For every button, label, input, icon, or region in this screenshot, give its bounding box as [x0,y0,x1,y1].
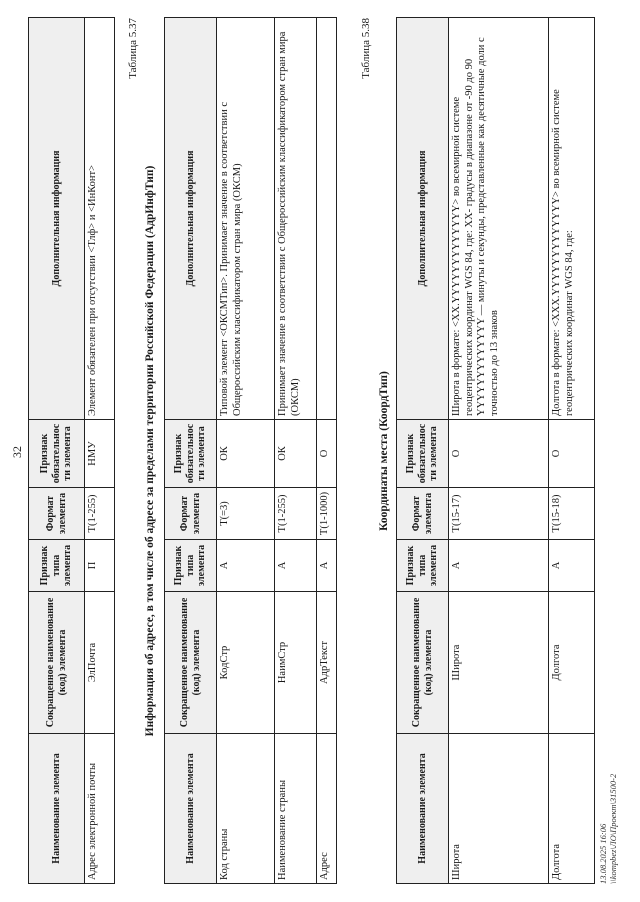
header-mandatory: Признак обязательности элемента [29,420,85,488]
cell-format: T(=3) [217,488,275,540]
cell-mandatory: О [317,420,337,488]
header-type: Признак типа элемента [165,540,217,592]
cell-type: А [217,540,275,592]
cell-type: А [317,540,337,592]
cell-mandatory: НМУ [85,420,115,488]
cell-name: Адрес электронной почты [85,734,115,884]
table-row [275,18,317,884]
cell-info: Типовой элемент <ОКСМТип>. Принимает значение в соответствии с Общероссийским классификатором стран мира (ОКСМ) [217,18,275,420]
cell-short: АдрТекст [317,592,337,734]
cell-short: НаимСтр [275,592,317,734]
cell-format: T(1-1000) [317,488,337,540]
header-format: Формат элемента [29,488,85,540]
header-info: Дополнительная информация [397,18,449,420]
table-title-address: Информация об адресе, в том числе об адресе за пределами территории Российской Федерации (АдрИнфТип) [144,165,156,737]
cell-mandatory: ОК [275,420,317,488]
stamp-date: 13.08.2025 16:06 [598,823,608,884]
page-number: 32 [10,446,24,458]
table-address [164,17,337,884]
cell-name: Код страны [217,734,275,884]
header-type: Признак типа элемента [29,540,85,592]
cell-type: А [449,540,549,592]
table-title-coordinates: Координаты места (КоордТип) [378,371,390,531]
cell-short: Долгота [549,592,595,734]
table-caption-538: Таблица 5.38 [360,18,372,79]
table-row [217,18,275,884]
cell-name: Наименование страны [275,734,317,884]
table-row [85,18,115,884]
table-email [28,17,115,884]
cell-format: T(1-255) [275,488,317,540]
header-name: Наименование элемента [397,734,449,884]
header-format: Формат элемента [397,488,449,540]
header-short: Сокращенное наименование (код) элемента [165,592,217,734]
cell-type: П [85,540,115,592]
cell-info [317,18,337,420]
cell-type: А [549,540,595,592]
stamp-path: \\kompbez\ЛО\Проект\31500-2 [608,773,618,884]
cell-mandatory: О [449,420,549,488]
header-mandatory: Признак обязательности элемента [165,420,217,488]
cell-format: T(1-255) [85,488,115,540]
cell-name: Широта [449,734,549,884]
header-info: Дополнительная информация [165,18,217,420]
cell-mandatory: О [549,420,595,488]
header-info: Дополнительная информация [29,18,85,420]
table-coordinates [396,17,595,884]
cell-short: Широта [449,592,549,734]
header-name: Наименование элемента [165,734,217,884]
header-mandatory: Признак обязательности элемента [397,420,449,488]
table-row [317,18,337,884]
header-short: Сокращенное наименование (код) элемента [397,592,449,734]
header-type: Признак типа элемента [397,540,449,592]
header-short: Сокращенное наименование (код) элемента [29,592,85,734]
cell-type: А [275,540,317,592]
cell-name: Долгота [549,734,595,884]
cell-info: Элемент обязателен при отсутствии <Тлф> и <ИнКонт> [85,18,115,420]
cell-info: Долгота в формате: <XXX.YYYYYYYYYYYYY> во всемирной системе геоцентрических координат WGS 84, где: [549,18,595,420]
cell-mandatory: ОК [217,420,275,488]
cell-name: Адрес [317,734,337,884]
cell-info: Широта в формате: <XX.YYYYYYYYYYYYY> во всемирной системе геоцентрических координат WGS 84, где: XX- градусы в диапазоне от -90 до 90 YYYYYYYYYYYYY — минуты и секунды, представленные как десятичные доли с точностью до 13 знаков [449,18,549,420]
cell-short: ЭлПочта [85,592,115,734]
print-stamp [598,774,618,884]
table-row [549,18,595,884]
cell-format: T(15-18) [549,488,595,540]
cell-format: T(15-17) [449,488,549,540]
cell-info: Принимает значение в соответствии с Общероссийским классификатором стран мира (ОКСМ) [275,18,317,420]
header-format: Формат элемента [165,488,217,540]
cell-short: КодСтр [217,592,275,734]
header-name: Наименование элемента [29,734,85,884]
table-caption-537: Таблица 5.37 [127,18,139,79]
table-row [449,18,549,884]
